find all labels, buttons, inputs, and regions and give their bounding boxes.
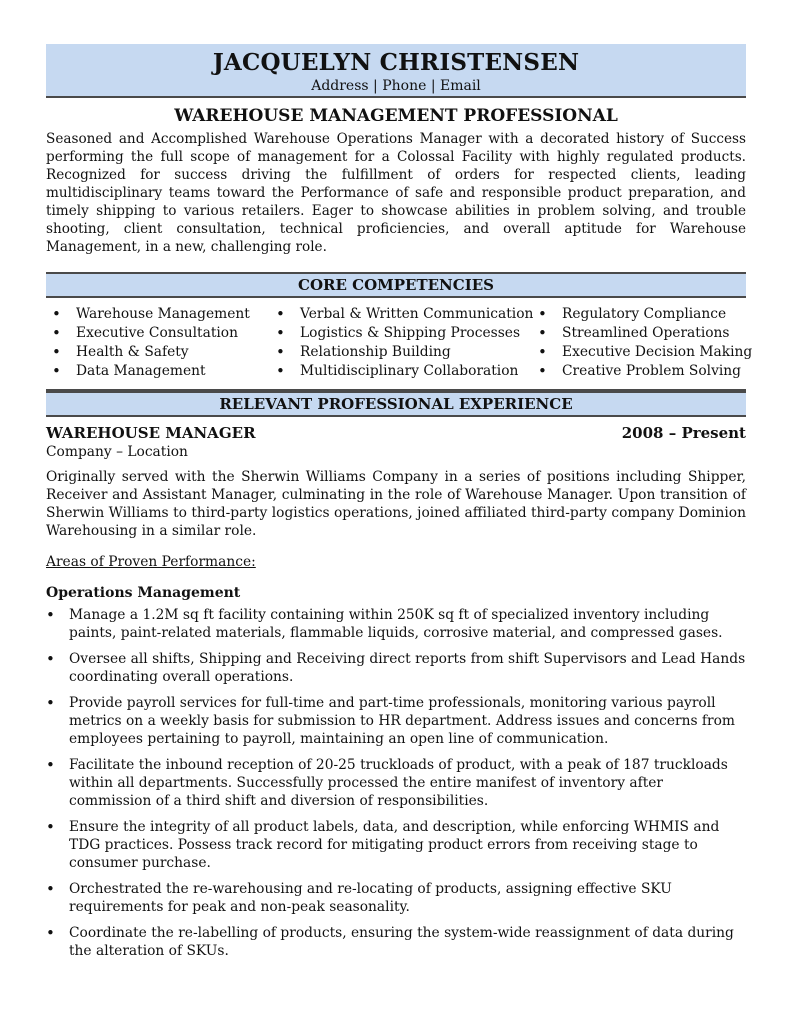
candidate-name: JACQUELYN CHRISTENSEN bbox=[212, 49, 580, 76]
achievement-item: • Provide payroll services for full-time and part-time professionals, monitoring various payroll metrics on a weekly basis for submission to HR department. Address issues and concerns from employees pertaining to payroll, maintaining an open line of communication. bbox=[46, 694, 746, 748]
achievement-item: • Ensure the integrity of all product labels, data, and description, while enforcing WHMIS and TDG practices. Possess track record for mitigating product errors from receiving stage to consumer purchase. bbox=[46, 818, 746, 872]
competency-item: • Relationship Building bbox=[270, 343, 532, 362]
achievement-item: • Orchestrated the re-warehousing and re-locating of products, assigning effective SKU requirements for peak and non-peak seasonality. bbox=[46, 880, 746, 916]
competency-item: • Executive Decision Making bbox=[532, 343, 746, 362]
competency-item: • Logistics & Shipping Processes bbox=[270, 324, 532, 343]
achievement-item: • Coordinate the re-labelling of products, ensuring the system-wide reassignment of data during the alteration of SKUs. bbox=[46, 924, 746, 960]
operations-management-heading: Operations Management bbox=[46, 585, 241, 601]
job-title: WAREHOUSE MANAGER bbox=[46, 424, 256, 442]
name-header bbox=[46, 44, 746, 98]
summary-paragraph: Seasoned and Accomplished Warehouse Operations Manager with a decorated history of Success performing the full scope of management for a Colossal Facility with highly regulated products. Recognized for success driving the fulfillment of orders for respected clients, leading multidisciplinary teams toward the Performance of safe and responsible product preparation, and timely shipping to various retailers. Eager to showcase abilities in problem solving, and trouble shooting, client consultation, technical proficiencies, and overall aptitude for Warehouse Management, in a new, challenging role. bbox=[46, 131, 746, 255]
competency-item: • Warehouse Management bbox=[46, 305, 270, 324]
competency-column-1 bbox=[46, 305, 270, 381]
competency-column-2 bbox=[270, 305, 532, 381]
resume-page bbox=[46, 44, 753, 968]
achievement-item: • Manage a 1.2M sq ft facility containing within 250K sq ft of specialized inventory including paints, paint-related materials, flammable liquids, corrosive material, and compressed gases. bbox=[46, 606, 746, 642]
achievement-item: • Facilitate the inbound reception of 20-25 truckloads of product, with a peak of 187 truckloads within all departments. Successfully processed the entire manifest of inventory after commission of a third shift and diversion of responsibilities. bbox=[46, 756, 746, 810]
achievement-item: • Oversee all shifts, Shipping and Receiving direct reports from shift Supervisors and Lead Hands coordinating overall operations. bbox=[46, 650, 746, 686]
competencies-list bbox=[46, 298, 753, 391]
competency-item: • Multidisciplinary Collaboration bbox=[270, 362, 532, 381]
professional-headline: WAREHOUSE MANAGEMENT PROFESSIONAL bbox=[174, 106, 618, 126]
achievement-list bbox=[46, 606, 746, 960]
competency-item: • Health & Safety bbox=[46, 343, 270, 362]
competency-item: • Executive Consultation bbox=[46, 324, 270, 343]
experience-heading: RELEVANT PROFESSIONAL EXPERIENCE bbox=[46, 391, 746, 417]
competency-item: • Streamlined Operations bbox=[532, 324, 746, 343]
job-header bbox=[46, 424, 746, 443]
competency-column-3 bbox=[532, 305, 753, 381]
core-competencies-heading: CORE COMPETENCIES bbox=[46, 272, 746, 298]
competency-item: • Creative Problem Solving bbox=[532, 362, 746, 381]
company-location: Company – Location bbox=[46, 444, 188, 460]
contact-line: Address | Phone | Email bbox=[311, 78, 481, 94]
areas-label: Areas of Proven Performance: bbox=[46, 554, 256, 570]
competency-item: • Verbal & Written Communication bbox=[270, 305, 532, 324]
competency-item: • Data Management bbox=[46, 362, 270, 381]
competency-item: • Regulatory Compliance bbox=[532, 305, 746, 324]
job-dates: 2008 – Present bbox=[621, 424, 746, 442]
job-description: Originally served with the Sherwin Williams Company in a series of positions including Shipper, Receiver and Assistant Manager, culminating in the role of Warehouse Manager. Upon transition of Sherwin Williams to third-party logistics operations, joined affiliated third-party company Dominion Warehousing in a similar role. bbox=[46, 469, 746, 539]
